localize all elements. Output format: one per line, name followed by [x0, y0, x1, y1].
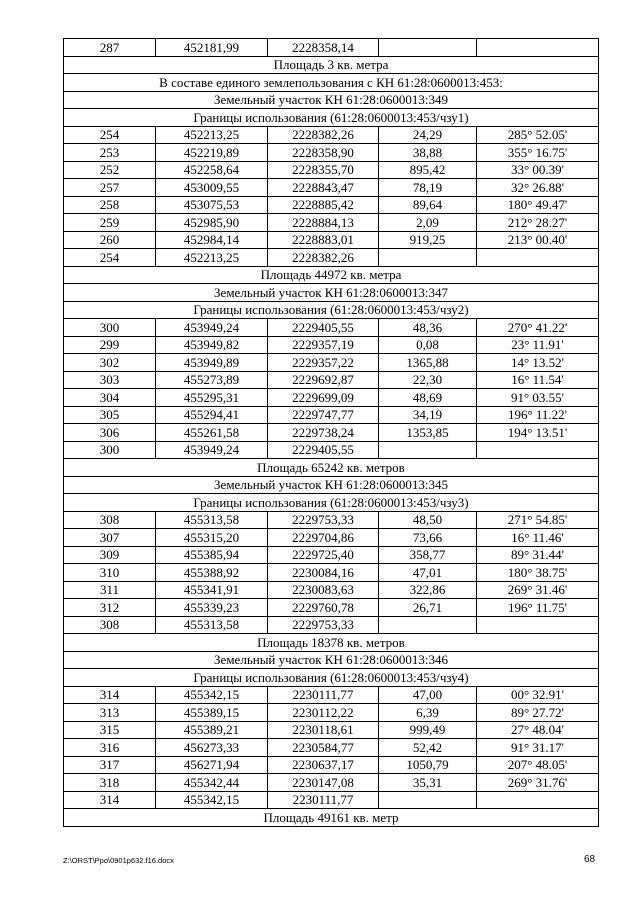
- bearing-cell: 33° 00.39': [477, 161, 599, 179]
- point-number-cell: 308: [64, 616, 156, 634]
- x-coordinate-cell: 455388,92: [156, 564, 268, 582]
- distance-cell: 78,19: [379, 179, 477, 197]
- distance-cell: 48,50: [379, 511, 477, 529]
- distance-cell: 322,86: [379, 581, 477, 599]
- x-coordinate-cell: 452219,89: [156, 144, 268, 162]
- x-coordinate-cell: 456273,33: [156, 739, 268, 757]
- bearing-cell: 285° 52.05': [477, 126, 599, 144]
- distance-cell: [379, 616, 477, 634]
- point-number-cell: 314: [64, 791, 156, 809]
- y-coordinate-cell: 2228382,26: [268, 126, 379, 144]
- y-coordinate-cell: 2229753,33: [268, 511, 379, 529]
- section-text: Площадь 65242 кв. метров: [64, 459, 599, 477]
- bearing-cell: 91° 31.17': [477, 739, 599, 757]
- section-row: [64, 74, 599, 92]
- x-coordinate-cell: 452181,99: [156, 39, 268, 57]
- y-coordinate-cell: 2229753,33: [268, 616, 379, 634]
- x-coordinate-cell: 455342,15: [156, 686, 268, 704]
- x-coordinate-cell: 455385,94: [156, 546, 268, 564]
- table-row: [64, 371, 599, 389]
- table-row: [64, 319, 599, 337]
- x-coordinate-cell: 455295,31: [156, 389, 268, 407]
- x-coordinate-cell: 452985,90: [156, 214, 268, 232]
- y-coordinate-cell: 2228355,70: [268, 161, 379, 179]
- point-number-cell: 311: [64, 581, 156, 599]
- point-number-cell: 254: [64, 249, 156, 267]
- point-number-cell: 307: [64, 529, 156, 547]
- x-coordinate-cell: 455313,58: [156, 616, 268, 634]
- point-number-cell: 260: [64, 231, 156, 249]
- section-row: [64, 301, 599, 319]
- section-text: В составе единого землепользования с КН 61:28:0600013:453:: [64, 74, 599, 92]
- section-text: Границы использования (61:28:0600013:453/чзу4): [64, 669, 599, 687]
- y-coordinate-cell: 2229704,86: [268, 529, 379, 547]
- y-coordinate-cell: 2228883,01: [268, 231, 379, 249]
- bearing-cell: 355° 16.75': [477, 144, 599, 162]
- y-coordinate-cell: 2229357,19: [268, 336, 379, 354]
- section-row: [64, 669, 599, 687]
- y-coordinate-cell: 2228382,26: [268, 249, 379, 267]
- section-text: Земельный участок КН 61:28:0600013:346: [64, 651, 599, 669]
- table-row: [64, 686, 599, 704]
- section-text: Площадь 49161 кв. метр: [64, 809, 599, 827]
- x-coordinate-cell: 455341,91: [156, 581, 268, 599]
- distance-cell: 26,71: [379, 599, 477, 617]
- x-coordinate-cell: 453075,53: [156, 196, 268, 214]
- x-coordinate-cell: 455315,20: [156, 529, 268, 547]
- bearing-cell: 32° 26.88': [477, 179, 599, 197]
- bearing-cell: 270° 41.22': [477, 319, 599, 337]
- point-number-cell: 303: [64, 371, 156, 389]
- x-coordinate-cell: 455342,44: [156, 774, 268, 792]
- point-number-cell: 309: [64, 546, 156, 564]
- y-coordinate-cell: 2228884,13: [268, 214, 379, 232]
- y-coordinate-cell: 2229405,55: [268, 441, 379, 459]
- point-number-cell: 313: [64, 704, 156, 722]
- x-coordinate-cell: 453949,24: [156, 441, 268, 459]
- table-row: [64, 231, 599, 249]
- table-row: [64, 39, 599, 57]
- point-number-cell: 252: [64, 161, 156, 179]
- bearing-cell: 14° 13.52': [477, 354, 599, 372]
- y-coordinate-cell: 2230637,17: [268, 756, 379, 774]
- section-row: [64, 284, 599, 302]
- point-number-cell: 259: [64, 214, 156, 232]
- point-number-cell: 305: [64, 406, 156, 424]
- table-row: [64, 529, 599, 547]
- x-coordinate-cell: 455389,15: [156, 704, 268, 722]
- distance-cell: 358,77: [379, 546, 477, 564]
- section-row: [64, 109, 599, 127]
- distance-cell: 0,08: [379, 336, 477, 354]
- coordinates-table: [63, 38, 599, 827]
- distance-cell: 24,29: [379, 126, 477, 144]
- y-coordinate-cell: 2229725,40: [268, 546, 379, 564]
- distance-cell: 999,49: [379, 721, 477, 739]
- distance-cell: 89,64: [379, 196, 477, 214]
- point-number-cell: 306: [64, 424, 156, 442]
- distance-cell: 48,36: [379, 319, 477, 337]
- point-number-cell: 257: [64, 179, 156, 197]
- distance-cell: 47,00: [379, 686, 477, 704]
- bearing-cell: 213° 00.40': [477, 231, 599, 249]
- y-coordinate-cell: 2229760,78: [268, 599, 379, 617]
- y-coordinate-cell: 2230111,77: [268, 686, 379, 704]
- point-number-cell: 302: [64, 354, 156, 372]
- x-coordinate-cell: 453949,89: [156, 354, 268, 372]
- x-coordinate-cell: 455261,58: [156, 424, 268, 442]
- section-row: [64, 476, 599, 494]
- table-row: [64, 791, 599, 809]
- table-row: [64, 511, 599, 529]
- bearing-cell: 269° 31.76': [477, 774, 599, 792]
- section-text: Земельный участок КН 61:28:0600013:349: [64, 91, 599, 109]
- point-number-cell: 253: [64, 144, 156, 162]
- bearing-cell: [477, 441, 599, 459]
- table-row: [64, 564, 599, 582]
- y-coordinate-cell: 2230084,16: [268, 564, 379, 582]
- point-number-cell: 258: [64, 196, 156, 214]
- x-coordinate-cell: 452213,25: [156, 126, 268, 144]
- point-number-cell: 300: [64, 441, 156, 459]
- section-row: [64, 266, 599, 284]
- y-coordinate-cell: 2229692,87: [268, 371, 379, 389]
- table-row: [64, 249, 599, 267]
- y-coordinate-cell: 2229699,09: [268, 389, 379, 407]
- bearing-cell: 269° 31.46': [477, 581, 599, 599]
- distance-cell: [379, 441, 477, 459]
- x-coordinate-cell: 455294,41: [156, 406, 268, 424]
- y-coordinate-cell: 2228358,90: [268, 144, 379, 162]
- point-number-cell: 316: [64, 739, 156, 757]
- table-row: [64, 144, 599, 162]
- bearing-cell: 212° 28.27': [477, 214, 599, 232]
- distance-cell: [379, 249, 477, 267]
- section-text: Площадь 18378 кв. метров: [64, 634, 599, 652]
- section-text: Границы использования (61:28:0600013:453/чзу2): [64, 301, 599, 319]
- y-coordinate-cell: 2229405,55: [268, 319, 379, 337]
- bearing-cell: 180° 49.47': [477, 196, 599, 214]
- x-coordinate-cell: 452258,64: [156, 161, 268, 179]
- y-coordinate-cell: 2228843,47: [268, 179, 379, 197]
- bearing-cell: 91° 03.55': [477, 389, 599, 407]
- table-row: [64, 354, 599, 372]
- y-coordinate-cell: 2230584,77: [268, 739, 379, 757]
- point-number-cell: 254: [64, 126, 156, 144]
- bearing-cell: 00° 32.91': [477, 686, 599, 704]
- x-coordinate-cell: 456271,94: [156, 756, 268, 774]
- bearing-cell: 23° 11.91': [477, 336, 599, 354]
- bearing-cell: 196° 11.75': [477, 599, 599, 617]
- section-row: [64, 809, 599, 827]
- section-row: [64, 634, 599, 652]
- table-row: [64, 406, 599, 424]
- bearing-cell: 89° 31.44': [477, 546, 599, 564]
- table-row: [64, 581, 599, 599]
- footer-file-path: Z:\ORST\Ppo\0901p632.f16.docx: [63, 856, 174, 865]
- section-text: Земельный участок КН 61:28:0600013:345: [64, 476, 599, 494]
- table-row: [64, 424, 599, 442]
- section-row: [64, 91, 599, 109]
- distance-cell: 48,69: [379, 389, 477, 407]
- table-row: [64, 389, 599, 407]
- y-coordinate-cell: 2230111,77: [268, 791, 379, 809]
- point-number-cell: 314: [64, 686, 156, 704]
- bearing-cell: 180° 38.75': [477, 564, 599, 582]
- section-text: Границы использования (61:28:0600013:453/чзу3): [64, 494, 599, 512]
- distance-cell: 38,88: [379, 144, 477, 162]
- distance-cell: 34,19: [379, 406, 477, 424]
- x-coordinate-cell: 455389,21: [156, 721, 268, 739]
- x-coordinate-cell: 455313,58: [156, 511, 268, 529]
- section-text: Земельный участок КН 61:28:0600013:347: [64, 284, 599, 302]
- table-row: [64, 161, 599, 179]
- y-coordinate-cell: 2230147,08: [268, 774, 379, 792]
- point-number-cell: 315: [64, 721, 156, 739]
- table-row: [64, 214, 599, 232]
- bearing-cell: [477, 249, 599, 267]
- x-coordinate-cell: 453949,24: [156, 319, 268, 337]
- point-number-cell: 287: [64, 39, 156, 57]
- point-number-cell: 317: [64, 756, 156, 774]
- x-coordinate-cell: 453949,82: [156, 336, 268, 354]
- table-row: [64, 721, 599, 739]
- section-text: Площадь 44972 кв. метра: [64, 266, 599, 284]
- x-coordinate-cell: 455342,15: [156, 791, 268, 809]
- section-text: Площадь 3 кв. метра: [64, 56, 599, 74]
- distance-cell: 47,01: [379, 564, 477, 582]
- distance-cell: 2,09: [379, 214, 477, 232]
- bearing-cell: 27° 48.04': [477, 721, 599, 739]
- y-coordinate-cell: 2228358,14: [268, 39, 379, 57]
- bearing-cell: [477, 616, 599, 634]
- bearing-cell: 271° 54.85': [477, 511, 599, 529]
- section-row: [64, 459, 599, 477]
- table-row: [64, 756, 599, 774]
- page-number: 68: [584, 854, 596, 865]
- x-coordinate-cell: 455339,23: [156, 599, 268, 617]
- point-number-cell: 300: [64, 319, 156, 337]
- distance-cell: 1353,85: [379, 424, 477, 442]
- distance-cell: 22,30: [379, 371, 477, 389]
- table-row: [64, 704, 599, 722]
- distance-cell: 6,39: [379, 704, 477, 722]
- section-row: [64, 56, 599, 74]
- bearing-cell: 194° 13.51': [477, 424, 599, 442]
- table-row: [64, 546, 599, 564]
- y-coordinate-cell: 2229738,24: [268, 424, 379, 442]
- coordinates-table-body: [64, 39, 599, 827]
- bearing-cell: 16° 11.46': [477, 529, 599, 547]
- distance-cell: 52,42: [379, 739, 477, 757]
- bearing-cell: [477, 39, 599, 57]
- x-coordinate-cell: 453009,55: [156, 179, 268, 197]
- point-number-cell: 299: [64, 336, 156, 354]
- table-row: [64, 196, 599, 214]
- distance-cell: 1050,79: [379, 756, 477, 774]
- distance-cell: 919,25: [379, 231, 477, 249]
- distance-cell: 895,42: [379, 161, 477, 179]
- table-row: [64, 126, 599, 144]
- y-coordinate-cell: 2229357,22: [268, 354, 379, 372]
- y-coordinate-cell: 2230118,61: [268, 721, 379, 739]
- table-row: [64, 179, 599, 197]
- point-number-cell: 310: [64, 564, 156, 582]
- table-row: [64, 616, 599, 634]
- section-row: [64, 494, 599, 512]
- bearing-cell: 89° 27.72': [477, 704, 599, 722]
- y-coordinate-cell: 2228885,42: [268, 196, 379, 214]
- table-row: [64, 739, 599, 757]
- table-row: [64, 441, 599, 459]
- distance-cell: 73,66: [379, 529, 477, 547]
- distance-cell: 1365,88: [379, 354, 477, 372]
- y-coordinate-cell: 2230112,22: [268, 704, 379, 722]
- bearing-cell: 196° 11.22': [477, 406, 599, 424]
- x-coordinate-cell: 455273,89: [156, 371, 268, 389]
- table-row: [64, 774, 599, 792]
- point-number-cell: 304: [64, 389, 156, 407]
- point-number-cell: 308: [64, 511, 156, 529]
- y-coordinate-cell: 2230083,63: [268, 581, 379, 599]
- bearing-cell: 207° 48.05': [477, 756, 599, 774]
- table-row: [64, 599, 599, 617]
- distance-cell: 35,31: [379, 774, 477, 792]
- distance-cell: [379, 39, 477, 57]
- y-coordinate-cell: 2229747,77: [268, 406, 379, 424]
- bearing-cell: [477, 791, 599, 809]
- section-text: Границы использования (61:28:0600013:453/чзу1): [64, 109, 599, 127]
- x-coordinate-cell: 452213,25: [156, 249, 268, 267]
- section-row: [64, 651, 599, 669]
- bearing-cell: 16° 11.54': [477, 371, 599, 389]
- point-number-cell: 312: [64, 599, 156, 617]
- table-row: [64, 336, 599, 354]
- distance-cell: [379, 791, 477, 809]
- point-number-cell: 318: [64, 774, 156, 792]
- x-coordinate-cell: 452984,14: [156, 231, 268, 249]
